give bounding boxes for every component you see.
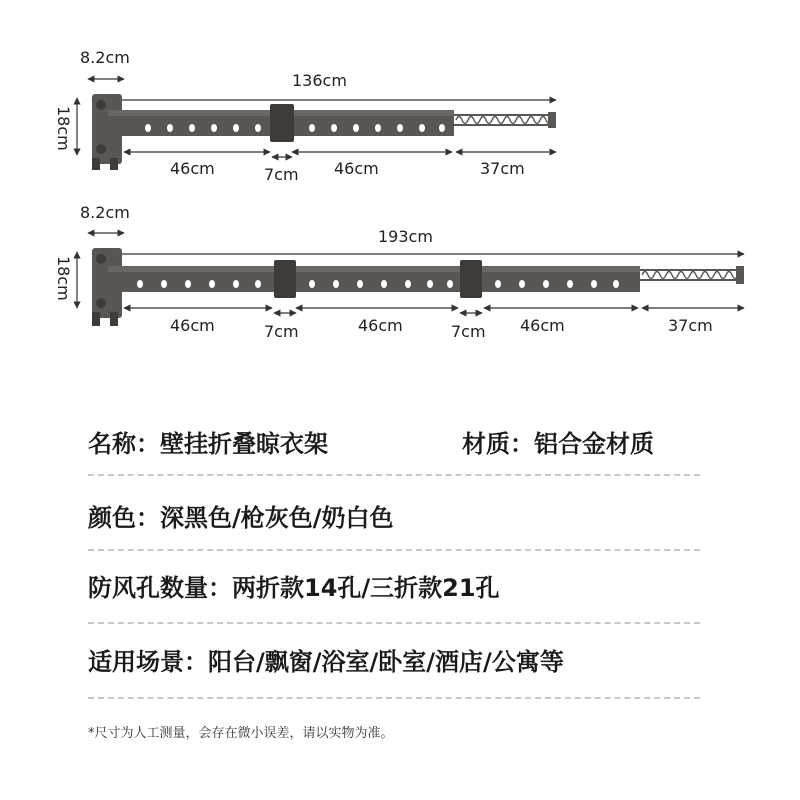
three-fold-segment-1-label: 46cm xyxy=(170,316,215,335)
three-fold-extension-label: 37cm xyxy=(668,316,713,335)
spec-row-name-material xyxy=(88,424,700,459)
spec-usage: 适用场景：阳台/飘窗/浴室/卧室/酒店/公寓等 xyxy=(88,648,564,676)
divider xyxy=(88,622,700,624)
two-fold-extension-label: 37cm xyxy=(480,159,525,178)
spec-row-usage xyxy=(88,642,700,677)
two-fold-joint-1-label: 7cm xyxy=(264,165,299,184)
two-fold-height-label: 18cm xyxy=(54,106,73,151)
three-fold-rack-diagram xyxy=(54,203,744,341)
spec-color: 颜色：深黑色/枪灰色/奶白色 xyxy=(88,504,394,532)
three-fold-height-label: 18cm xyxy=(54,256,73,301)
three-fold-arm xyxy=(108,260,640,298)
two-fold-segment-1-label: 46cm xyxy=(170,159,215,178)
spec-row-color xyxy=(88,498,700,533)
three-fold-joint-1-label: 7cm xyxy=(264,322,299,341)
three-fold-bracket-width-label: 8.2cm xyxy=(80,203,130,222)
spec-material: 材质：铝合金材质 xyxy=(462,430,654,458)
spec-row-holes xyxy=(88,568,700,603)
three-fold-segment-2-label: 46cm xyxy=(358,316,403,335)
three-fold-joint-2-label: 7cm xyxy=(451,322,486,341)
two-fold-arm xyxy=(108,104,454,142)
three-fold-total-length-label: 193cm xyxy=(378,227,433,246)
spec-holes: 防风孔数量：两折款14孔/三折款21孔 xyxy=(88,574,500,602)
spec-name: 名称：壁挂折叠晾衣架 xyxy=(88,430,328,458)
three-fold-segment-3-label: 46cm xyxy=(520,316,565,335)
footnote: *尺寸为人工测量，会存在微小误差，请以实物为准。 xyxy=(88,726,394,741)
divider xyxy=(88,474,700,476)
two-fold-spring-extension xyxy=(454,112,556,128)
two-fold-total-length-label: 136cm xyxy=(292,71,347,90)
divider xyxy=(88,549,700,551)
two-fold-rack-diagram xyxy=(54,48,556,184)
divider xyxy=(88,697,700,699)
two-fold-bracket-width-label: 8.2cm xyxy=(80,48,130,67)
three-fold-spring-extension xyxy=(640,266,744,284)
two-fold-segment-2-label: 46cm xyxy=(334,159,379,178)
